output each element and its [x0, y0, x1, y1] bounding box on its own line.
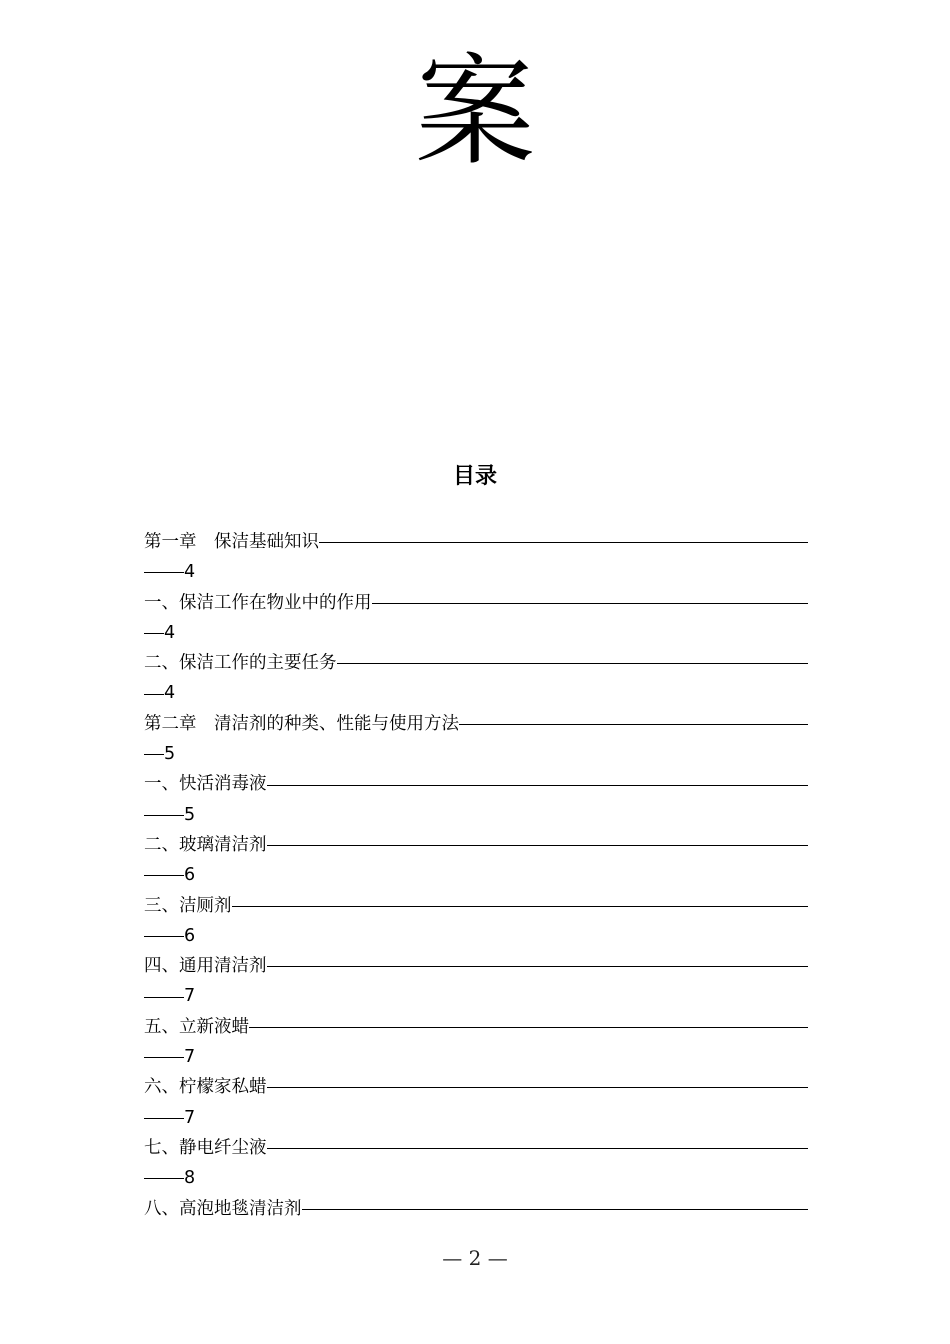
toc-entry[interactable]	[144, 709, 808, 739]
toc-leader-line	[267, 1148, 809, 1149]
toc-title: 目录	[452, 464, 497, 489]
toc-leader-line	[267, 785, 809, 786]
toc-leader-dash	[144, 572, 184, 573]
toc-entry-page-number: 4	[164, 622, 176, 643]
toc-leader-dash	[144, 1057, 184, 1058]
table-of-contents	[144, 527, 808, 1224]
toc-entry-label: 七、静电纤尘液	[144, 1137, 267, 1158]
toc-leader-line	[249, 1027, 808, 1028]
toc-entry-label: 第二章 清洁剂的种类、性能与使用方法	[144, 713, 459, 734]
toc-leader-line	[319, 542, 808, 543]
toc-entry[interactable]	[144, 648, 808, 678]
toc-entry-page-number: 5	[164, 744, 176, 765]
toc-entry[interactable]	[144, 588, 808, 618]
toc-leader-line	[302, 1209, 809, 1210]
page-number: — 2 —	[442, 1246, 508, 1270]
toc-leader-dash	[144, 936, 184, 937]
toc-leader-dash	[144, 997, 184, 998]
toc-entry-label: 二、玻璃清洁剂	[144, 834, 267, 855]
toc-entry-page-number: 8	[184, 1168, 196, 1189]
toc-entry[interactable]	[144, 891, 808, 921]
toc-entry-page-line	[144, 618, 808, 648]
toc-leader-dash	[144, 815, 184, 816]
toc-leader-line	[459, 724, 808, 725]
toc-leader-dash	[144, 1118, 184, 1119]
toc-entry-page-line	[144, 678, 808, 708]
toc-leader-dash	[144, 694, 164, 695]
toc-entry-page-line	[144, 557, 808, 587]
toc-entry-page-number: 4	[184, 562, 196, 583]
toc-entry-page-line	[144, 739, 808, 769]
toc-entry-page-number: 7	[184, 986, 196, 1007]
toc-entry-page-line	[144, 800, 808, 830]
toc-entry-page-number: 5	[184, 804, 196, 825]
toc-entry[interactable]	[144, 951, 808, 981]
toc-leader-line	[337, 663, 809, 664]
toc-entry[interactable]	[144, 1133, 808, 1163]
toc-entry-label: 二、保洁工作的主要任务	[144, 653, 337, 674]
toc-entry[interactable]	[144, 1194, 808, 1224]
toc-entry-page-line	[144, 1042, 808, 1072]
toc-entry-label: 一、快活消毒液	[144, 774, 267, 795]
toc-leader-line	[267, 1087, 809, 1088]
toc-entry[interactable]	[144, 769, 808, 799]
toc-entry-page-line	[144, 1163, 808, 1193]
toc-entry-label: 第一章 保洁基础知识	[144, 532, 319, 552]
toc-entry[interactable]	[144, 527, 808, 557]
toc-entry-label: 五、立新液蜡	[144, 1016, 249, 1037]
toc-entry-page-number: 7	[184, 1047, 196, 1068]
cover-title-char: 案	[415, 43, 535, 182]
toc-entry-page-line	[144, 1103, 808, 1133]
toc-leader-dash	[144, 875, 184, 876]
toc-entry-page-line	[144, 921, 808, 951]
toc-entry-label: 一、保洁工作在物业中的作用	[144, 592, 372, 613]
toc-entry-page-number: 7	[184, 1107, 196, 1128]
toc-leader-dash	[144, 1178, 184, 1179]
toc-entry[interactable]	[144, 830, 808, 860]
toc-entry-label: 八、高泡地毯清洁剂	[144, 1198, 302, 1219]
toc-leader-line	[267, 845, 809, 846]
toc-leader-dash	[144, 633, 164, 634]
toc-entry-page-line	[144, 981, 808, 1011]
toc-entry-label: 四、通用清洁剂	[144, 956, 267, 977]
toc-entry-label: 三、洁厕剂	[144, 895, 232, 916]
toc-entry[interactable]	[144, 1012, 808, 1042]
toc-leader-line	[267, 966, 809, 967]
toc-leader-line	[232, 906, 809, 907]
toc-leader-line	[372, 603, 809, 604]
toc-entry[interactable]	[144, 1072, 808, 1102]
toc-entry-label: 六、柠檬家私蜡	[144, 1077, 267, 1098]
toc-leader-dash	[144, 754, 164, 755]
toc-entry-page-number: 4	[164, 683, 176, 704]
toc-entry-page-number: 6	[184, 925, 196, 946]
toc-entry-page-line	[144, 860, 808, 890]
toc-entry-page-number: 6	[184, 865, 196, 886]
